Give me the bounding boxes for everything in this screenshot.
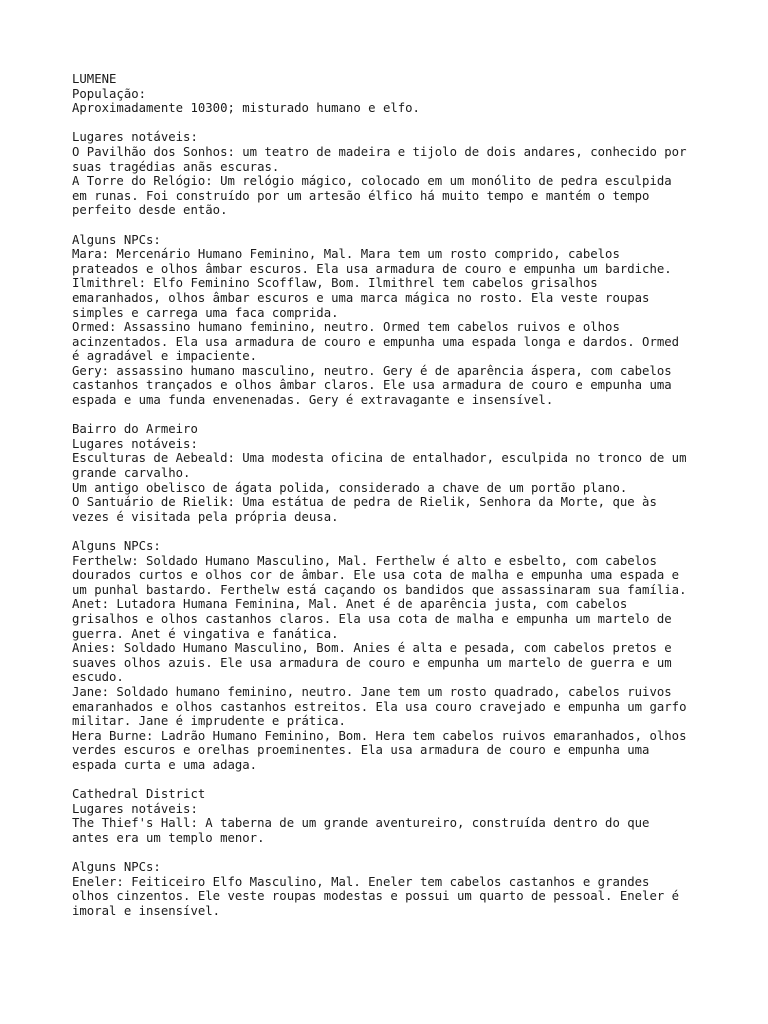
document-line: grisalhos e olhos castanhos claros. Ela usa cota de malha e empunha um martelo de: [72, 611, 672, 626]
document-line: emaranhados, olhos âmbar escuros e uma marca mágica no rosto. Ela veste roupas: [72, 290, 650, 305]
document-line: População:: [72, 86, 147, 101]
document-line: Alguns NPCs:: [72, 539, 161, 553]
document-line: perfeito desde então.: [72, 203, 228, 218]
document-line: espada e uma funda envenenadas. Gery é extravagante e insensível.: [72, 393, 554, 408]
document-line: Lugares notáveis:: [72, 801, 198, 816]
document-line: [72, 773, 712, 788]
document-line: militar. Jane é imprudente e prática.: [72, 714, 346, 729]
document-line: grande carvalho.: [72, 466, 191, 481]
document-line: [72, 116, 712, 131]
document-line: em runas. Foi construído por um artesão élfico há muito tempo e mantém o tempo: [72, 188, 650, 203]
document-line: Cathedral District: [72, 787, 206, 802]
document-line: O Pavilhão dos Sonhos: um teatro de madeira e tijolo de dois andares, conhecido por: [72, 144, 687, 159]
document-body: [72, 72, 712, 918]
document-line: LUMENE: [72, 72, 117, 86]
document-line: Ilmithrel: Elfo Feminino Scofflaw, Bom. Ilmithrel tem cabelos grisalhos: [72, 276, 598, 291]
document-line: Ferthelw: Soldado Humano Masculino, Mal. Ferthelw é alto e esbelto, com cabelos: [72, 553, 657, 568]
document-line: A Torre do Relógio: Um relógio mágico, colocado em um monólito de pedra esculpida: [72, 174, 672, 189]
document-line: acinzentados. Ela usa armadura de couro e empunha uma espada longa e dardos. Ormed: [72, 334, 680, 349]
document-line: Lugares notáveis:: [72, 436, 198, 451]
document-line: olhos cinzentos. Ele veste roupas modestas e possui um quarto de pessoal. Eneler é: [72, 889, 680, 904]
document-line: castanhos trançados e olhos âmbar claros. Ele usa armadura de couro e empunha uma: [72, 378, 672, 393]
document-line: [72, 524, 712, 539]
document-line: um punhal bastardo. Ferthelw está caçando os bandidos que assassinaram sua família.: [72, 582, 687, 597]
document-line: O Santuário de Rielik: Uma estátua de pedra de Rielik, Senhora da Morte, que às: [72, 495, 657, 510]
document-line: escudo.: [72, 670, 124, 685]
document-line: [72, 408, 712, 423]
document-line: Jane: Soldado humano feminino, neutro. Jane tem um rosto quadrado, cabelos ruivos: [72, 684, 672, 699]
document-line: prateados e olhos âmbar escuros. Ela usa armadura de couro e empunha um bardiche.: [72, 261, 672, 276]
document-line: emaranhados e olhos castanhos estreitos. Ela usa couro cravejado e empunha um garfo: [72, 699, 687, 714]
document-line: Alguns NPCs:: [72, 232, 161, 247]
document-line: antes era um templo menor.: [72, 830, 265, 845]
document-line: verdes escuros e orelhas proeminentes. Ela usa armadura de couro e empunha uma: [72, 743, 650, 758]
document-line: simples e carrega uma faca comprida.: [72, 305, 339, 320]
document-line: The Thief's Hall: A taberna de um grande aventureiro, construída dentro do que: [72, 816, 650, 831]
document-line: Eneler: Feiticeiro Elfo Masculino, Mal. Eneler tem cabelos castanhos e grandes: [72, 874, 650, 889]
document-line: Ormed: Assassino humano feminino, neutro. Ormed tem cabelos ruivos e olhos: [72, 320, 620, 335]
document-line: Anies: Soldado Humano Masculino, Bom. Anies é alta e pesada, com cabelos pretos e: [72, 641, 672, 656]
document-line: Aproximadamente 10300; misturado humano e elfo.: [72, 101, 420, 116]
document-line: imoral e insensível.: [72, 903, 221, 918]
document-line: Hera Burne: Ladrão Humano Feminino, Bom. Hera tem cabelos ruivos emaranhados, olhos: [72, 728, 687, 743]
document-line: Mara: Mercenário Humano Feminino, Mal. Mara tem um rosto comprido, cabelos: [72, 247, 620, 262]
document-line: Lugares notáveis:: [72, 130, 198, 145]
document-line: suaves olhos azuis. Ele usa armadura de couro e empunha um martelo de guerra e um: [72, 655, 672, 670]
document-line: guerra. Anet é vingativa e fanática.: [72, 626, 339, 641]
document-line: Um antigo obelisco de ágata polida, considerado a chave de um portão plano.: [72, 480, 628, 495]
document-line: é agradável e impaciente.: [72, 349, 258, 364]
document-line: Bairro do Armeiro: [72, 422, 198, 437]
document-line: [72, 218, 712, 233]
document-line: Gery: assassino humano masculino, neutro. Gery é de aparência áspera, com cabelos: [72, 363, 672, 378]
document-line: vezes é visitada pela própria deusa.: [72, 509, 339, 524]
document-line: suas tragédias anãs escuras.: [72, 159, 280, 174]
document-line: Alguns NPCs:: [72, 860, 161, 875]
document-line: [72, 845, 712, 860]
document-line: Anet: Lutadora Humana Feminina, Mal. Anet é de aparência justa, com cabelos: [72, 597, 628, 612]
document-line: Esculturas de Aebeald: Uma modesta oficina de entalhador, esculpida no tronco de um: [72, 451, 687, 466]
document-line: espada curta e uma adaga.: [72, 757, 258, 772]
document-line: dourados curtos e olhos cor de âmbar. Ele usa cota de malha e empunha uma espada e: [72, 568, 680, 583]
